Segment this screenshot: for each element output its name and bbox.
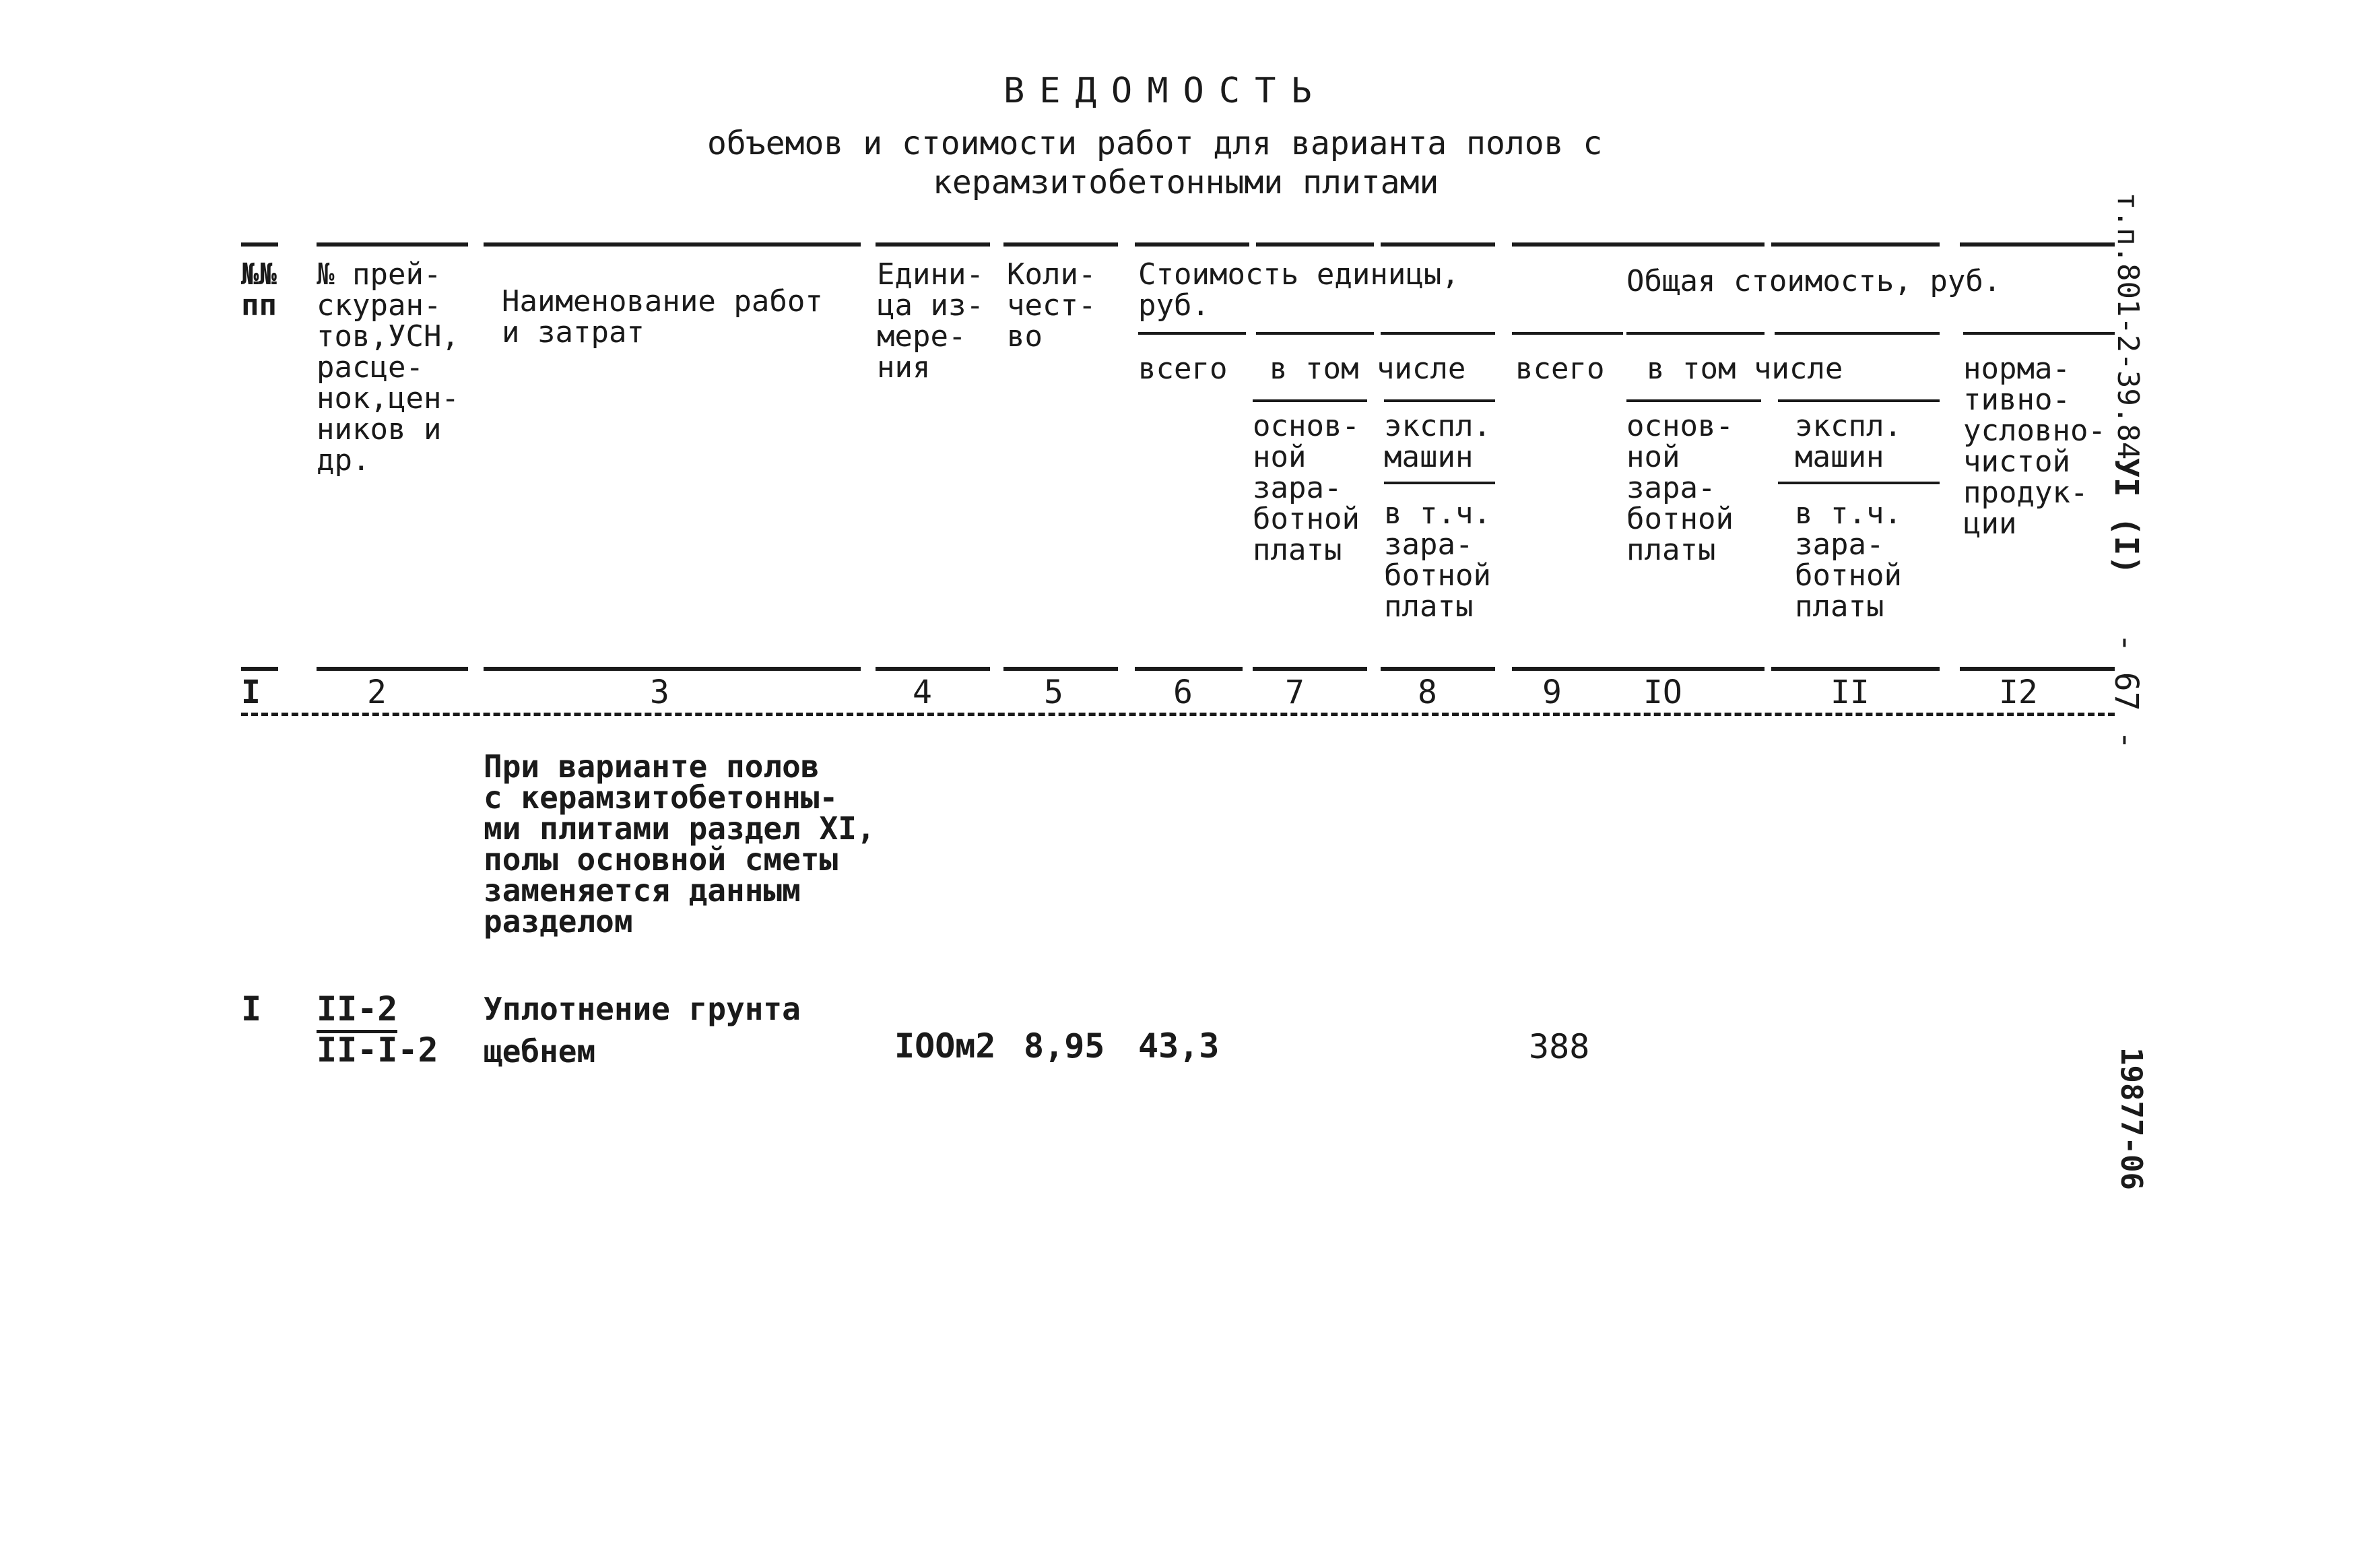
header-total-including: в том числе <box>1647 352 1843 386</box>
header-unit-machines-salary: в т.ч. зара- ботной платы <box>1384 496 1491 624</box>
header-col-work-name: Наименование работ и затрат <box>502 284 823 350</box>
column-number-8: 8 <box>1418 674 1437 711</box>
header-unit-base-salary: основ- ной зара- ботной платы <box>1253 409 1360 567</box>
header-total-cost: Общая стоимость, руб. <box>1626 264 2002 298</box>
column-number-5: 5 <box>1044 674 1063 711</box>
row-unit-cost: 43,3 <box>1138 1026 1220 1066</box>
side-project-code: т.п.801-2-39.84 <box>2111 192 2145 460</box>
column-number-7: 7 <box>1285 674 1305 711</box>
header-total-total: всего <box>1515 352 1605 386</box>
row-unit: IOOм2 <box>894 1026 996 1066</box>
header-unit-machines: экспл. машин <box>1384 409 1491 474</box>
column-number-9: 9 <box>1542 674 1562 711</box>
column-number-10: IO <box>1643 674 1682 711</box>
column-number-11: II <box>1831 674 1870 711</box>
document-subtitle-line2: керамзитобетонными плитами <box>933 164 1439 201</box>
column-number-12: I2 <box>1999 674 2038 711</box>
header-total-base-salary: основ- ной зара- ботной платы <box>1626 409 1734 567</box>
header-col-price-ref: № прей- скуран- тов,УСН, расце- нок,цен- ников и др. <box>317 257 459 478</box>
row-work-name-line2: щебнем <box>484 1033 596 1070</box>
side-section-code: УI (I) <box>2107 458 2145 575</box>
row-code-bottom: II-I-2 <box>317 1031 438 1070</box>
row-code-top: II-2 <box>317 993 397 1024</box>
header-unit-total: всего <box>1138 352 1228 386</box>
header-col-number: №№ пп <box>241 257 277 323</box>
side-document-number: 19877-06 <box>2114 1047 2148 1190</box>
column-number-6: 6 <box>1173 674 1193 711</box>
row-total-cost: 388 <box>1529 1027 1590 1066</box>
row-quantity: 8,95 <box>1024 1026 1105 1066</box>
header-total-machines-salary: в т.ч. зара- ботной платы <box>1795 496 1902 624</box>
header-col-unit: Едини- ца из- мере- ния <box>877 257 984 385</box>
column-number-3: 3 <box>650 674 669 711</box>
header-normative-output: норма- тивно- условно- чистой продук- ции <box>1963 352 2106 541</box>
row-work-name-line1: Уплотнение грунта <box>484 991 801 1027</box>
header-unit-cost: Стоимость единицы, руб. <box>1138 257 1459 323</box>
document-title: ВЕДОМОСТЬ <box>1003 71 1327 111</box>
row-number: I <box>241 989 262 1028</box>
column-number-1: I <box>241 674 261 711</box>
column-number-2: 2 <box>367 674 387 711</box>
header-unit-including: в том числе <box>1270 352 1466 386</box>
section-note: При варианте полов с керамзитобетонны- ми плитами раздел XI, полы основной сметы заменяется данным разделом <box>484 748 876 940</box>
header-col-quantity: Коли- чест- во <box>1007 257 1096 354</box>
header-total-machines: экспл. машин <box>1795 409 1902 474</box>
column-numbers-dashed-line <box>241 713 2115 716</box>
document-subtitle-line1: объемов и стоимости работ для варианта полов с <box>707 125 1603 162</box>
column-number-4: 4 <box>913 674 932 711</box>
side-page-number: - 67 - <box>2107 633 2145 750</box>
